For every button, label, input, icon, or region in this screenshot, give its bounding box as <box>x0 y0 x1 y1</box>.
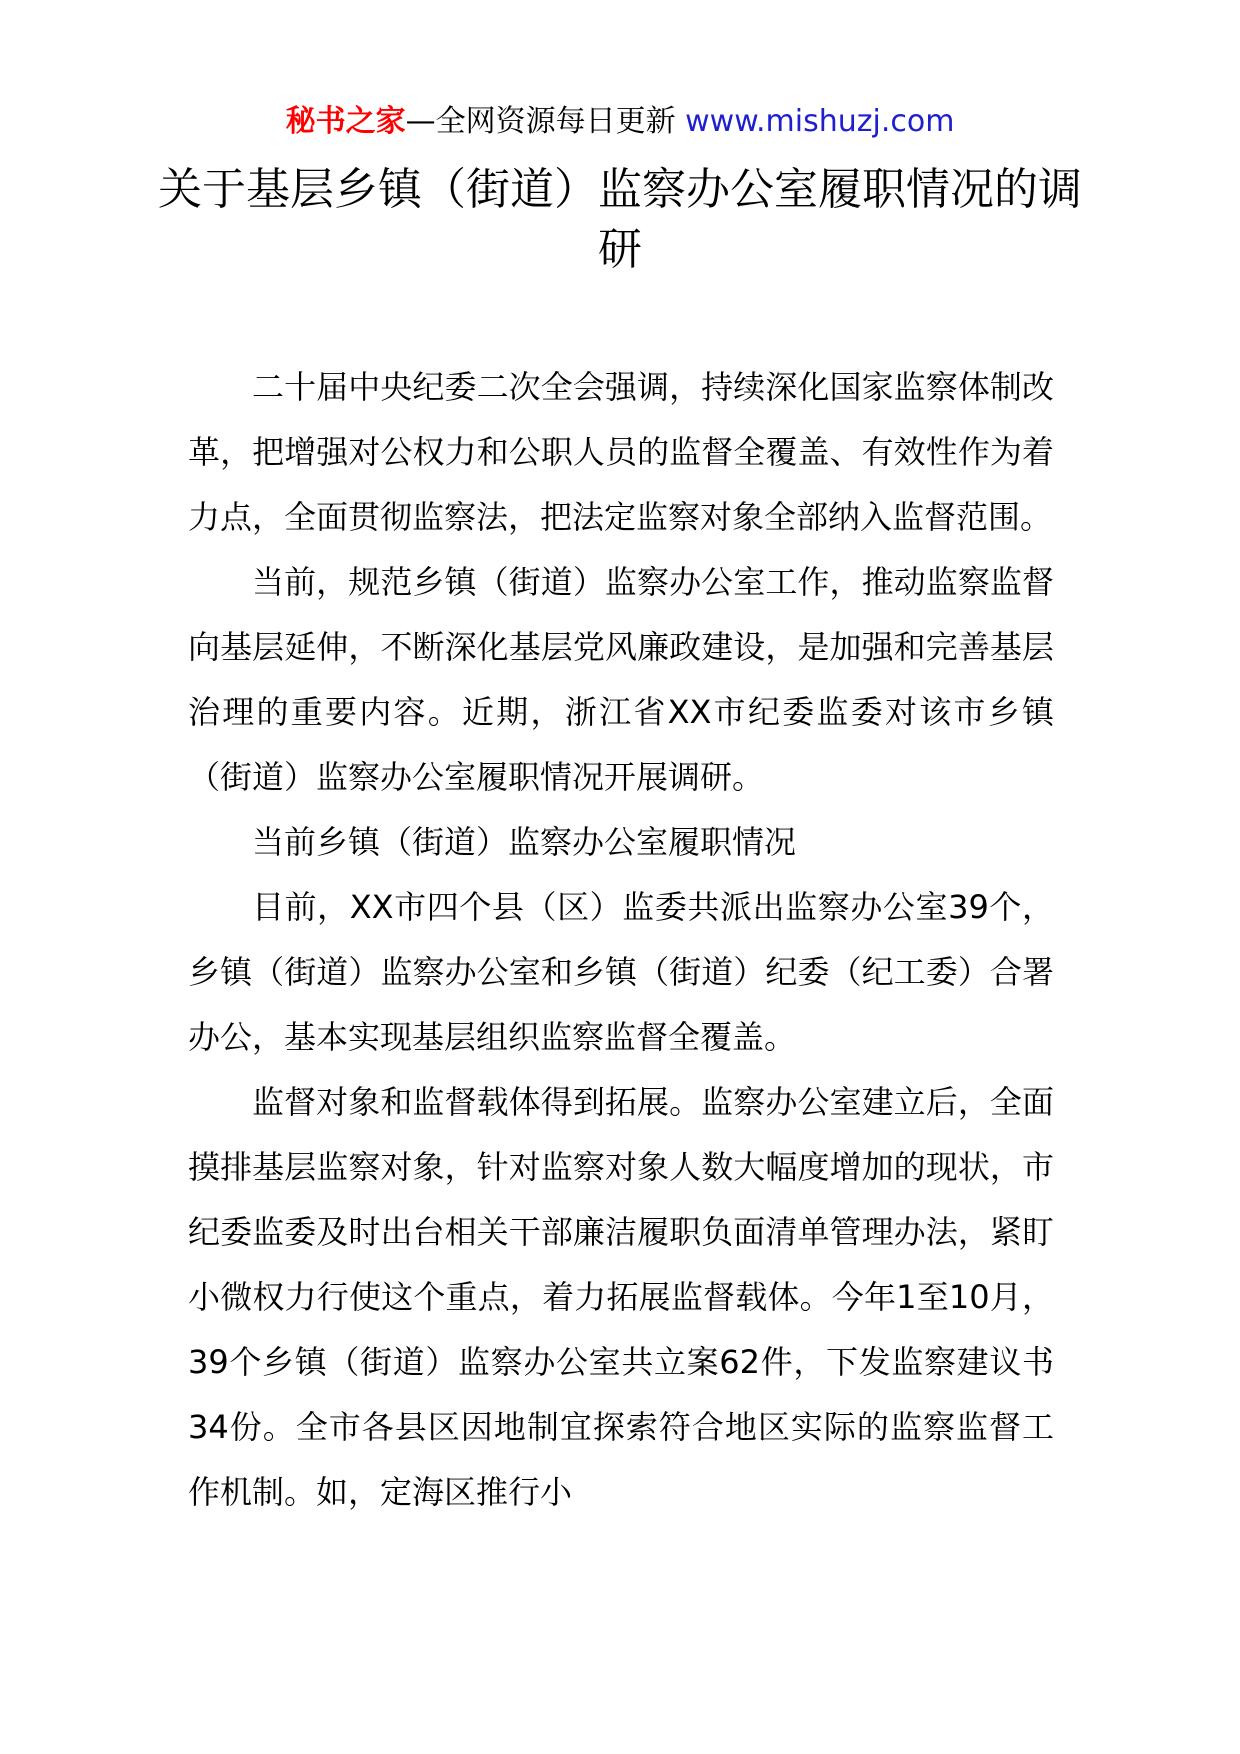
page-header <box>0 100 1240 144</box>
header-tagline: —全网资源每日更新 <box>405 104 676 139</box>
paragraph-2: 当前，规范乡镇（街道）监察办公室工作，推动监察监督向基层延伸，不断深化基层党风廉政建设，是加强和完善基层治理的重要内容。近期，浙江省XX市纪委监委对该市乡镇（街道）监察办公室履职情况开展调研。 <box>188 563 1054 796</box>
website-link[interactable]: www.mishuzj.com <box>685 104 955 139</box>
brand-name: 秘书之家 <box>285 104 406 139</box>
paragraph-4: 监督对象和监督载体得到拓展。监察办公室建立后，全面摸排基层监察对象，针对监察对象人数大幅度增加的现状，市纪委监委及时出台相关干部廉洁履职负面清单管理办法，紧盯小微权力行使这个重点，着力拓展监督载体。今年1至10月，39个乡镇（街道）监察办公室共立案62件，下发监察建议书34份。全市各县区因地制宜探索符合地区实际的监察监督工作机制。如，定海区推行小 <box>188 1083 1054 1511</box>
document-body <box>188 355 1054 1525</box>
paragraph-1: 二十届中央纪委二次全会强调，持续深化国家监察体制改革，把增强对公权力和公职人员的监督全覆盖、有效性作为着力点，全面贯彻监察法，把法定监察对象全部纳入监督范围。 <box>188 368 1054 536</box>
paragraph-3: 目前，XX市四个县（区）监委共派出监察办公室39个，乡镇（街道）监察办公室和乡镇（街道）纪委（纪工委）合署办公，基本实现基层组织监察监督全覆盖。 <box>188 888 1054 1056</box>
section-heading: 当前乡镇（街道）监察办公室履职情况 <box>252 823 797 861</box>
document-title: 关于基层乡镇（街道）监察办公室履职情况的调研 <box>158 164 1082 275</box>
